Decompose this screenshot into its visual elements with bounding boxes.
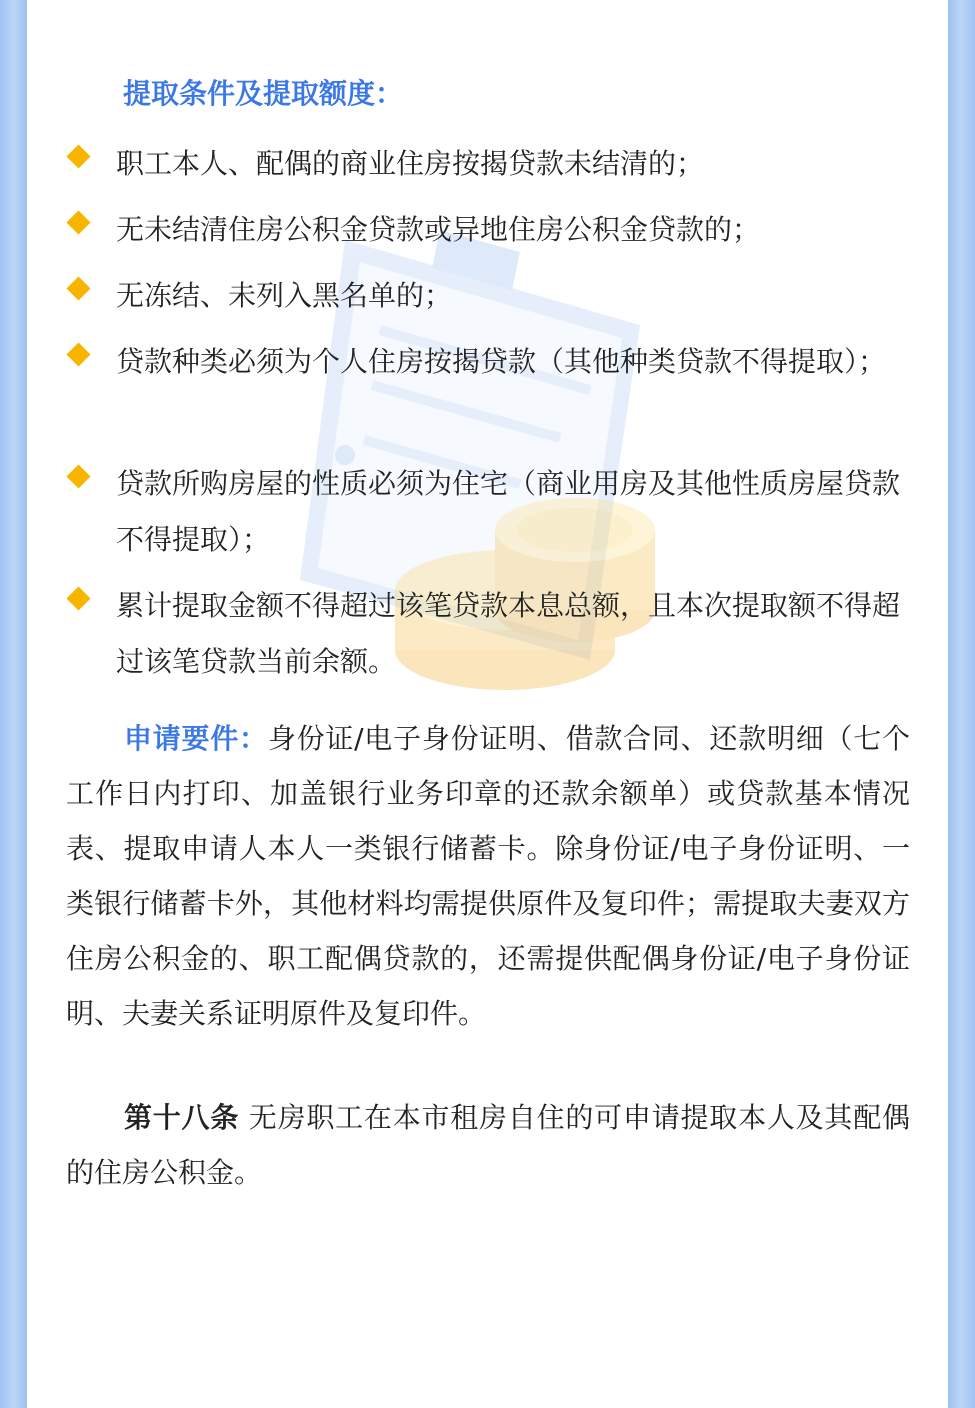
diamond-bullet-icon [66,586,90,610]
requirements-label: 申请要件： [124,722,268,755]
condition-text: 职工本人、配偶的商业住房按揭贷款未结清的； [116,147,705,180]
condition-text: 贷款种类必须为个人住房按揭贷款（其他种类贷款不得提取）； [116,345,887,378]
requirements-paragraph [66,711,910,1041]
diamond-bullet-icon [66,342,90,366]
diamond-bullet-icon [66,464,90,488]
section-heading: 提取条件及提取额度： [123,77,404,110]
condition-text: 无未结清住房公积金贷款或异地住房公积金贷款的； [116,213,761,246]
article-18-text: 无房职工在本市租房自住的可申请提取本人及其配偶的住房公积金。 [66,1101,910,1189]
article-18-paragraph [66,1090,910,1200]
condition-text: 贷款所购房屋的性质必须为住宅（商业用房及其他性质房屋贷款不得提取）； [116,467,901,556]
condition-text: 累计提取金额不得超过该笔贷款本息总额，且本次提取额不得超过该笔贷款当前余额。 [116,589,901,678]
requirements-text: 身份证/电子身份证明、借款合同、还款明细（七个工作日内打印、加盖银行业务印章的还款余额单）或贷款基本情况表、提取申请人本人一类银行储蓄卡。除身份证/电子身份证明、一类银行储蓄卡外，其他材料均需提供原件及复印件；需提取夫妻双方住房公积金的、职工配偶贷款的，还需提供配偶身份证/电子身份证明、夫妻关系证明原件及复印件。 [66,722,910,1030]
diamond-bullet-icon [66,210,90,234]
condition-text: 无冻结、未列入黑名单的； [116,279,453,312]
diamond-bullet-icon [66,144,90,168]
article-18-label: 第十八条 [124,1101,240,1134]
diamond-bullet-icon [66,276,90,300]
